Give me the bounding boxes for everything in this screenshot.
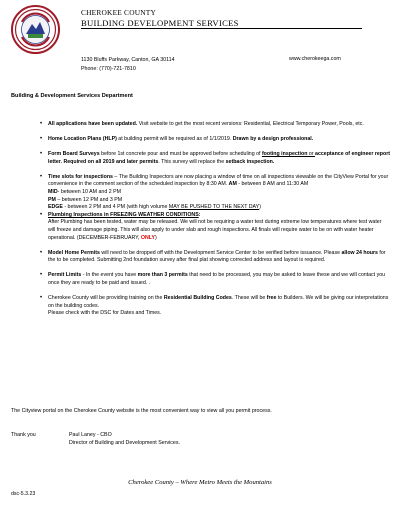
department-title: BUILDING DEVELOPMENT SERVICES — [81, 18, 362, 29]
list-item-inspection-time-slots: • Time slots for inspections – The Building Inspectors are now placing a window of time on all inspections viewable on the CityView Portal for your convenience in the comment section of the scheduled inspection by 8:30 AM. AM - between 8 AM and 11:30 AM MID- between 10 AM and 2 PM PM – between 12 PM and 3 PM EDGE - between 2 PM and 4 PM (with high volume MAY BE PUSHED TO THE NEXT DAY) — [40, 174, 390, 212]
county-motto: Cherokee County – Where Metro Meets the Mountains — [128, 479, 272, 486]
county-seal-logo — [11, 5, 60, 54]
address: 1130 Bluffs Parkway, Canton, GA 30114 — [81, 57, 175, 63]
document-id: dsc-5.3.23 — [11, 491, 36, 497]
list-item-plumbing-inspections: • Plumbing Inspections in FREEZING WEATHER CONDITIONS: After Plumbing has been tested, water may be released. We will not be requiring a water test during extreme low temperatures where test water will freeze and damage piping. This will also apply to under slab and rough inspections. All finals will require water to be on with water heater operational. (DECEMBER-FEBRUARY, ONLY) — [40, 212, 390, 242]
list-item-home-location-plans: • Home Location Plans (HLP) at building permit will be required as of 1/1/2019. Drawn by a design professional. — [40, 136, 390, 144]
list-item-permit-limits: • Permit Limits - In the event you have more than 3 permits that need to be processed, you may be asked to leave these and we will contact you once they are ready to be paid and issued. . — [40, 272, 390, 287]
department-heading: Building & Development Services Department — [11, 93, 133, 99]
list-item-form-board-surveys: • Form Board Surveys before 1st concrete pour and must be approved before scheduling of footing inspection or acceptance of engineer report letter. Required on all 2019 and later permits. This survey will replace the setback inspection. — [40, 151, 390, 166]
phone: Phone: (770)-721-7810 — [81, 66, 136, 72]
portal-note: The Cityview portal on the Cherokee County website is the most convenient way to view all you permit process. — [11, 408, 272, 414]
county-name: CHEROKEE COUNTY — [81, 8, 157, 17]
list-item-model-home-permits: • Model Home Permits will need to be dropped off with the Development Service Center to be verified before issuance. Please allow 24 hours for the to be completed. Submitting 2nd foundation survey after final plat showing corrected address and layout is required. — [40, 250, 390, 265]
list-item-code-training: • Cherokee County will be providing training on the Residential Building Codes. These will be free to Builders. We will be giving our interpretations on the building codes. Please check with the DSC for Dates and Times. — [40, 295, 390, 318]
signer-name: Paul Laney - CBO — [69, 432, 112, 438]
list-item-applications: • All applications have been updated. Visit website to get the most recent versions: Residential, Electrical Temporary Power, Pools, etc. — [40, 121, 390, 129]
notice-list — [40, 121, 390, 325]
thanks-text: Thank you — [11, 432, 36, 438]
signer-title: Director of Building and Development Services. — [69, 439, 180, 446]
website-link[interactable]: www.cherokeega.com — [289, 56, 341, 62]
